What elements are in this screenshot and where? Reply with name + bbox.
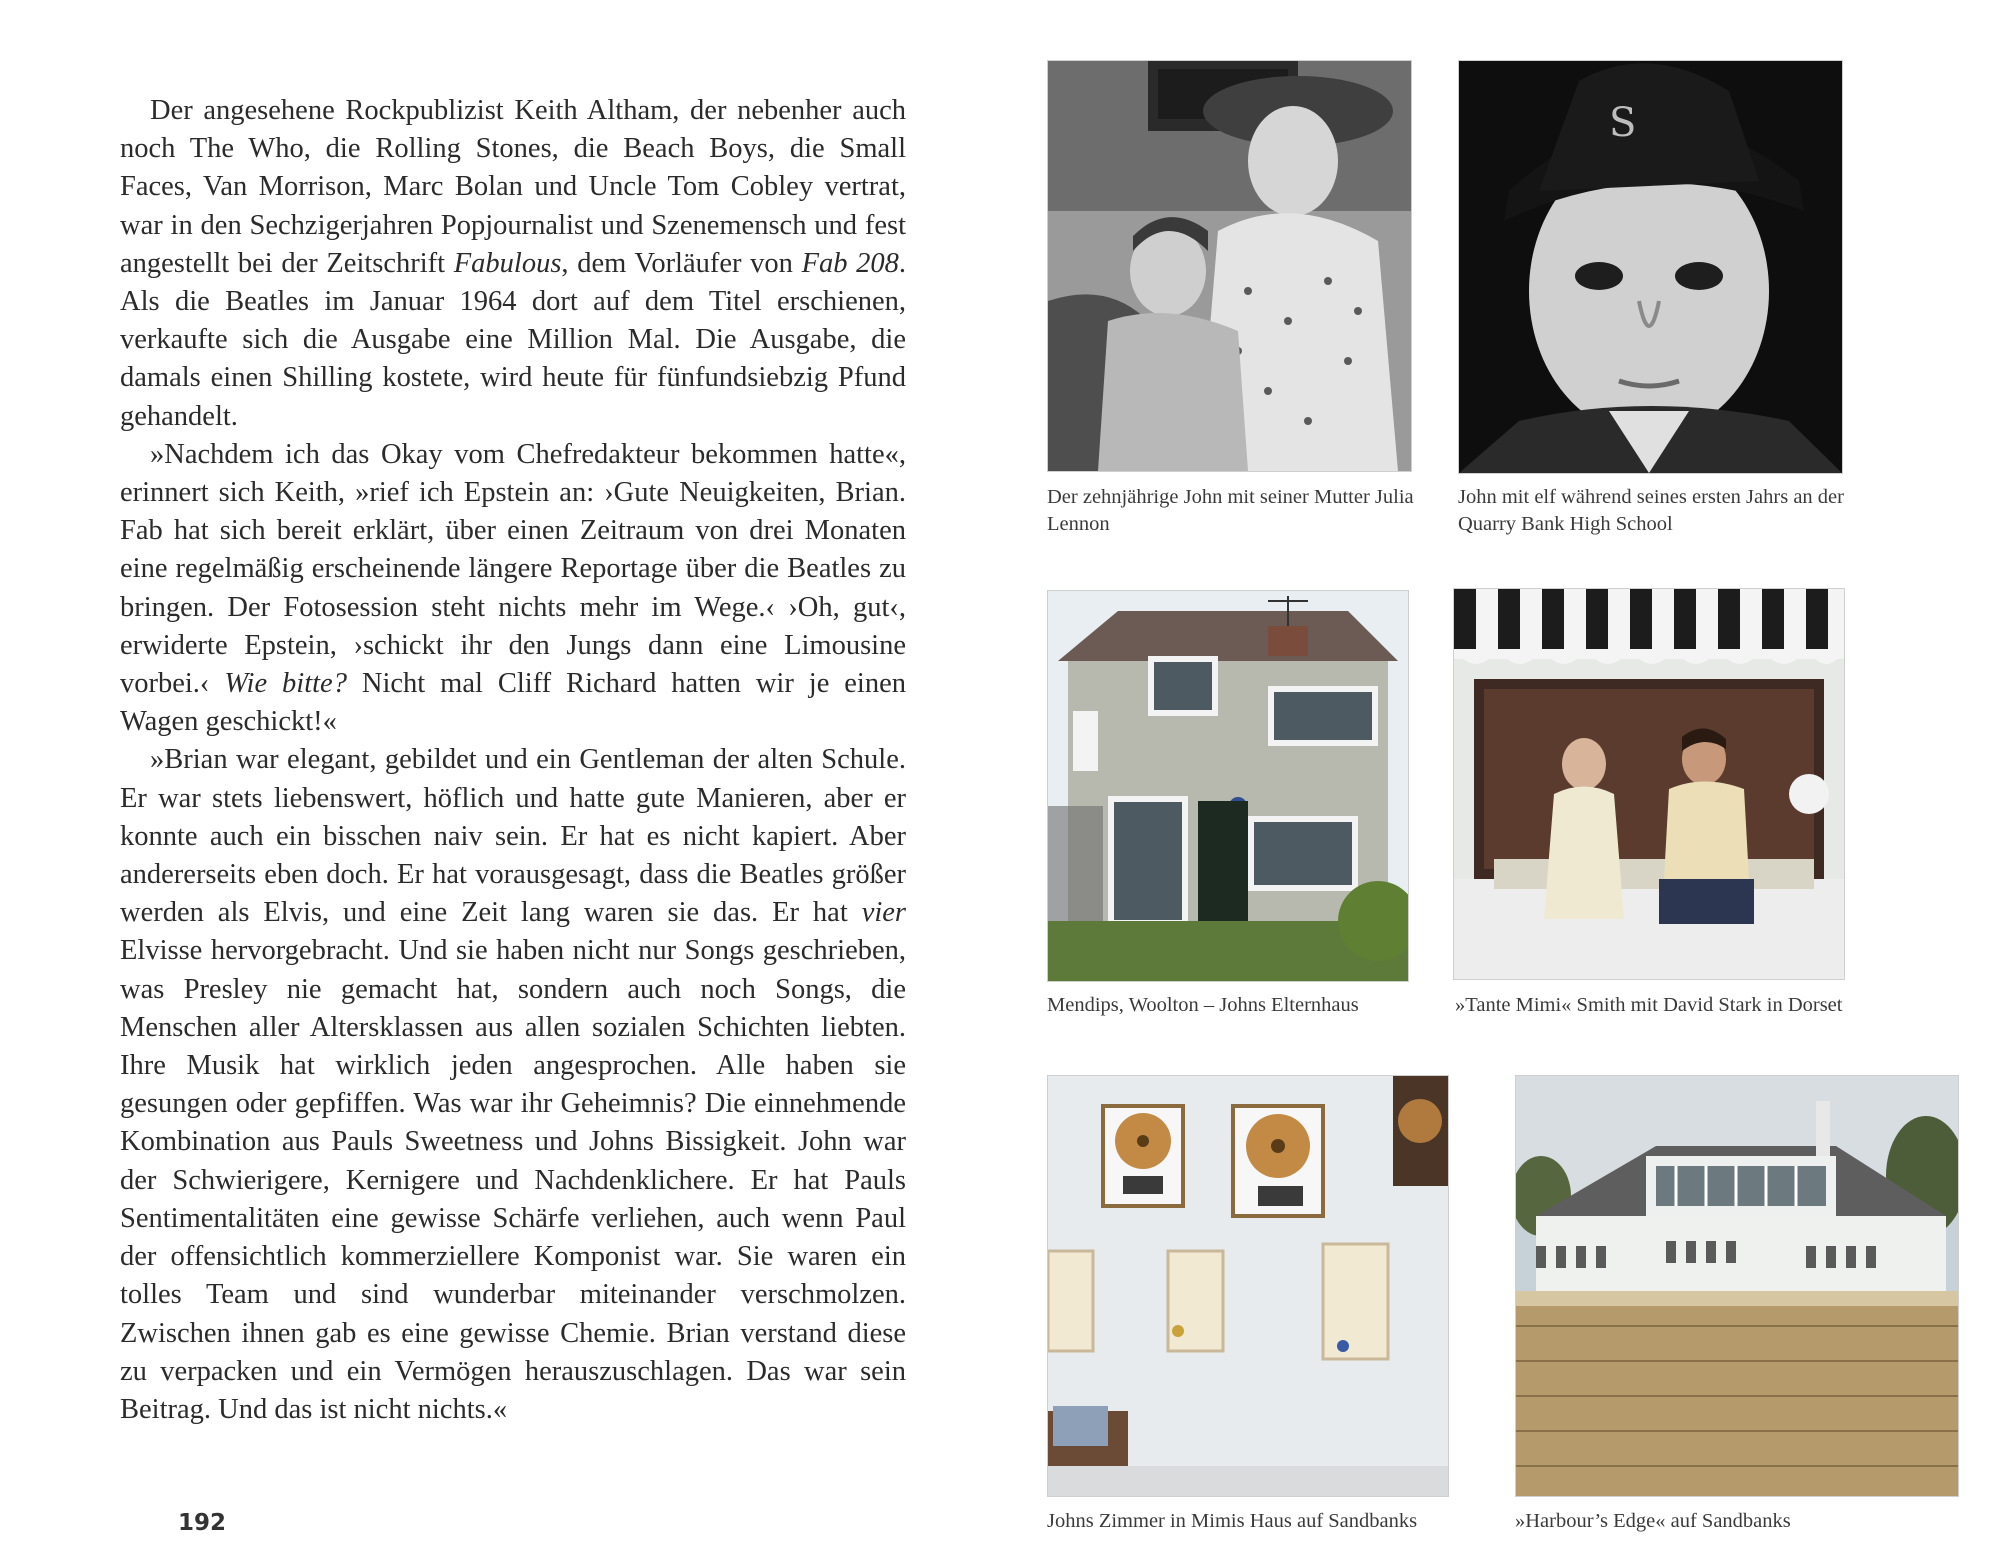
text-run: , dem Vorläufer von <box>561 247 802 279</box>
italic-text: vier <box>861 897 906 929</box>
caption-john-with-mother: Der zehnjährige John mit seiner Mutter Julia Lennon <box>1047 486 1414 535</box>
body-text <box>120 92 906 1429</box>
paragraph-3 <box>120 741 906 1429</box>
text-run: »Brian war elegant, gebildet und ein Gentleman der alten Schule. Er war stets liebenswert, höflich und hatte gute Manieren, aber er konnte auch ein bisschen naiv sein. Er hat es nicht kapiert. Aber andererseits eben doch. Er hat vorausgesagt, dass die Beatles größer werden als Elvis, und eine Zeit lang waren sie das. Er hat <box>120 744 906 929</box>
photo-johns-room <box>1047 1075 1449 1497</box>
photo-aunt-mimi-david-stark <box>1453 588 1845 980</box>
text-run: Der angesehene Rockpublizist Keith Altham, der nebenher auch noch The Who, die Rolling Stones, die Beach Boys, die Small Faces, Van Morrison, Marc Bolan und Uncle Tom Cobley vertrat, war in den Sechzigerjahren Popjournalist und Szenemensch und fest angestellt bei der Zeitschrift <box>120 95 906 279</box>
text-run: »Nachdem ich das Okay vom Chefredakteur bekommen hatte«, erinnert sich Keith, »rief ich Epstein an: ›Gute Neuigkeiten, Brian. Fab hat sich bereit erklärt, über einen Zeitraum von drei Monaten eine regelmäßig erscheinende längere Reportage über die Beatles zu bringen. Der Fotosession steht nichts mehr im Wege.‹ ›Oh, gut‹, erwiderte Epstein, ›schickt ihr den Jungs dann eine Limousine vorbei.‹ <box>120 438 906 700</box>
text-run: . Als die Beatles im Januar 1964 dort auf dem Titel erschienen, verkaufte sich die Ausgabe eine Million Mal. Die Ausgabe, die damals einen Shilling kostete, wird heute für fünfundsiebzig Pfund gehandelt. <box>120 247 906 432</box>
text-run: Nicht mal Cliff Richard hatten wir je einen Wagen geschickt!« <box>120 668 907 738</box>
text-run: Elvisse hervorgebracht. Und sie haben nicht nur Songs geschrieben, was Presley nie gemacht hat, sondern auch noch Songs, die Menschen aller Altersklassen aus allen sozialen Schichten liebten. Ihre Musik hat wirklich jeden angesprochen. Alle haben sie gesungen oder gepfiffen. Was war ihr Geheimnis? Die einnehmende Kombination aus Pauls Sweetness und Johns Bissigkeit. John war der Schwierigere, Kernigere und Nachdenklichere. Er hat Pauls Sentimentalitäten eine gewisse Schärfe verliehen, auch wenn Paul der offensichtlich kommerziellere Komponist war. Sie waren ein tolles Team und sind wunderbar miteinander verschmolzen. Zwischen ihnen gab es eine gewisse Chemie. Brian verstand diese zu verpacken und ein Vermögen herauszuschlagen. Das war sein Beitrag. Und das ist nicht nichts.« <box>120 935 906 1425</box>
photo-mendips-house <box>1047 590 1409 982</box>
svg-text:S: S <box>1609 100 1637 146</box>
paragraph-2 <box>120 436 906 742</box>
italic-text: Fab 208 <box>801 247 899 279</box>
right-page <box>1000 0 2000 1565</box>
italic-text: Fabulous <box>453 247 562 279</box>
photo-john-age-eleven <box>1458 60 1843 474</box>
photo-john-with-mother <box>1047 60 1412 472</box>
page-number: 192 <box>178 1510 227 1536</box>
paragraph-1 <box>120 92 906 436</box>
caption-johns-room: Johns Zimmer in Mimis Haus auf Sandbanks <box>1047 1510 1418 1532</box>
caption-john-age-eleven: John mit elf während seines ersten Jahrs an der Quarry Bank High School <box>1458 486 1844 535</box>
photo-harbours-edge <box>1515 1075 1959 1497</box>
caption-aunt-mimi-david-stark: »Tante Mimi« Smith mit David Stark in Dorset <box>1455 994 1843 1016</box>
caption-harbours-edge: »Harbour’s Edge« auf Sandbanks <box>1515 1510 1791 1532</box>
italic-text: Wie bitte? <box>224 668 347 700</box>
caption-mendips-house: Mendips, Woolton – Johns Elternhaus <box>1047 994 1359 1016</box>
